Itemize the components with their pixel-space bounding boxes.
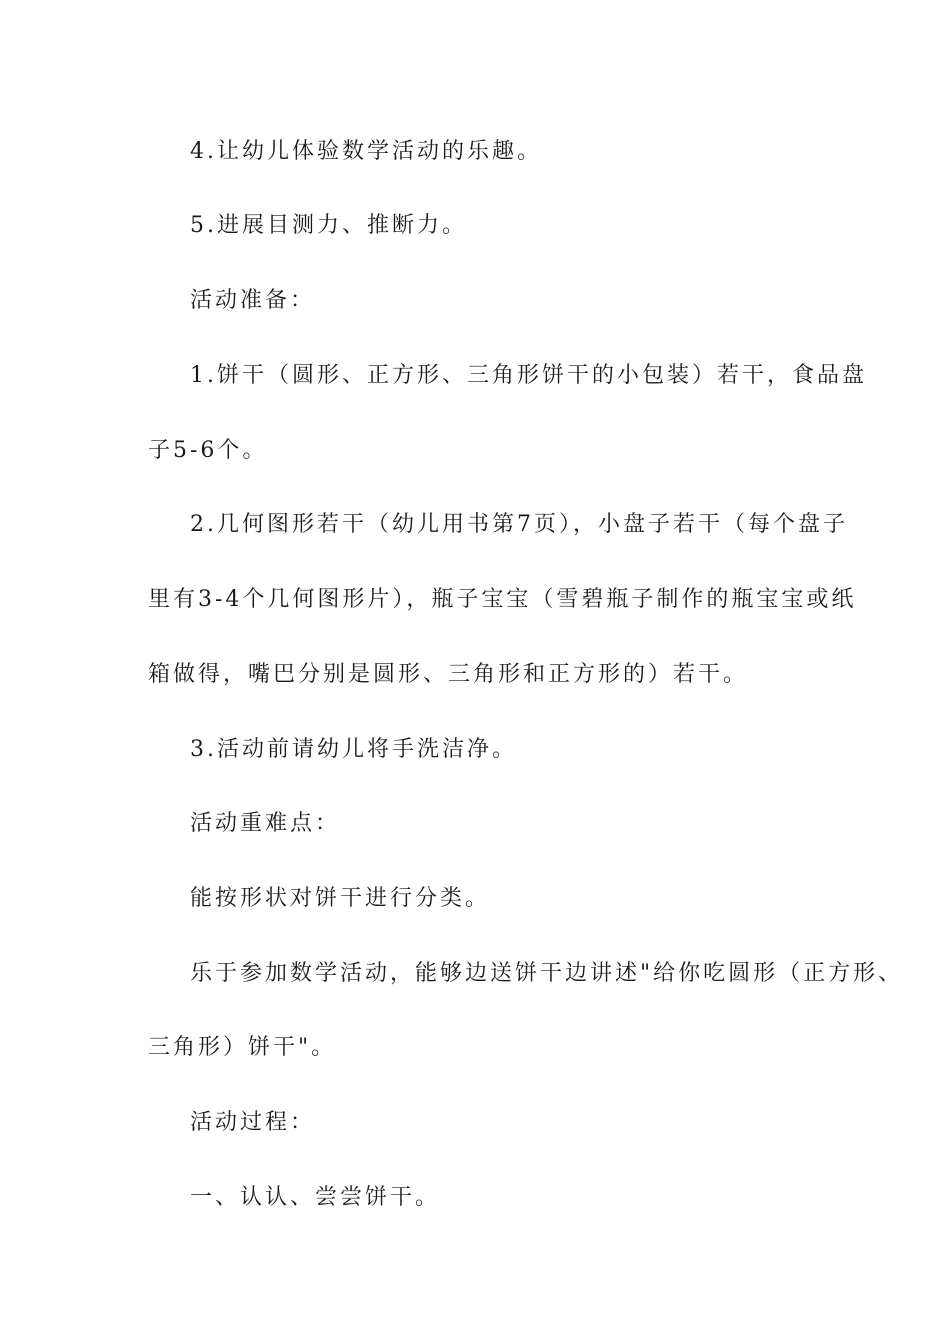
paragraph-prep-1-line-2: 子5-6个。	[148, 438, 268, 463]
heading-key-points: 活动重难点：	[190, 811, 341, 836]
paragraph-prep-2-line-1: 2.几何图形若干（幼儿用书第7页），小盘子若干（每个盘子	[190, 512, 848, 537]
paragraph-key-point-2-line-1: 乐于参加数学活动，能够边送饼干边讲述"给你吃圆形（正方形、	[190, 961, 904, 986]
paragraph-prep-1-line-1: 1.饼干（圆形、正方形、三角形饼干的小包装）若干，食品盘	[190, 363, 867, 388]
paragraph-process-step-1: 一、认认、尝尝饼干。	[190, 1185, 441, 1210]
heading-process: 活动过程：	[190, 1110, 316, 1135]
paragraph-goal-5: 5.进展目测力、推断力。	[190, 213, 467, 238]
heading-preparation: 活动准备：	[190, 288, 316, 313]
paragraph-prep-3: 3.活动前请幼儿将手洗洁净。	[190, 737, 517, 762]
paragraph-prep-2-line-2: 里有3-4个几何图形片），瓶子宝宝（雪碧瓶子制作的瓶宝宝或纸	[148, 587, 857, 612]
paragraph-goal-4: 4.让幼儿体验数学活动的乐趣。	[190, 139, 542, 164]
paragraph-prep-2-line-3: 箱做得，嘴巴分别是圆形、三角形和正方形的）若干。	[148, 662, 749, 687]
paragraph-key-point-2-line-2: 三角形）饼干"。	[148, 1035, 337, 1060]
paragraph-key-point-1: 能按形状对饼干进行分类。	[190, 886, 491, 911]
